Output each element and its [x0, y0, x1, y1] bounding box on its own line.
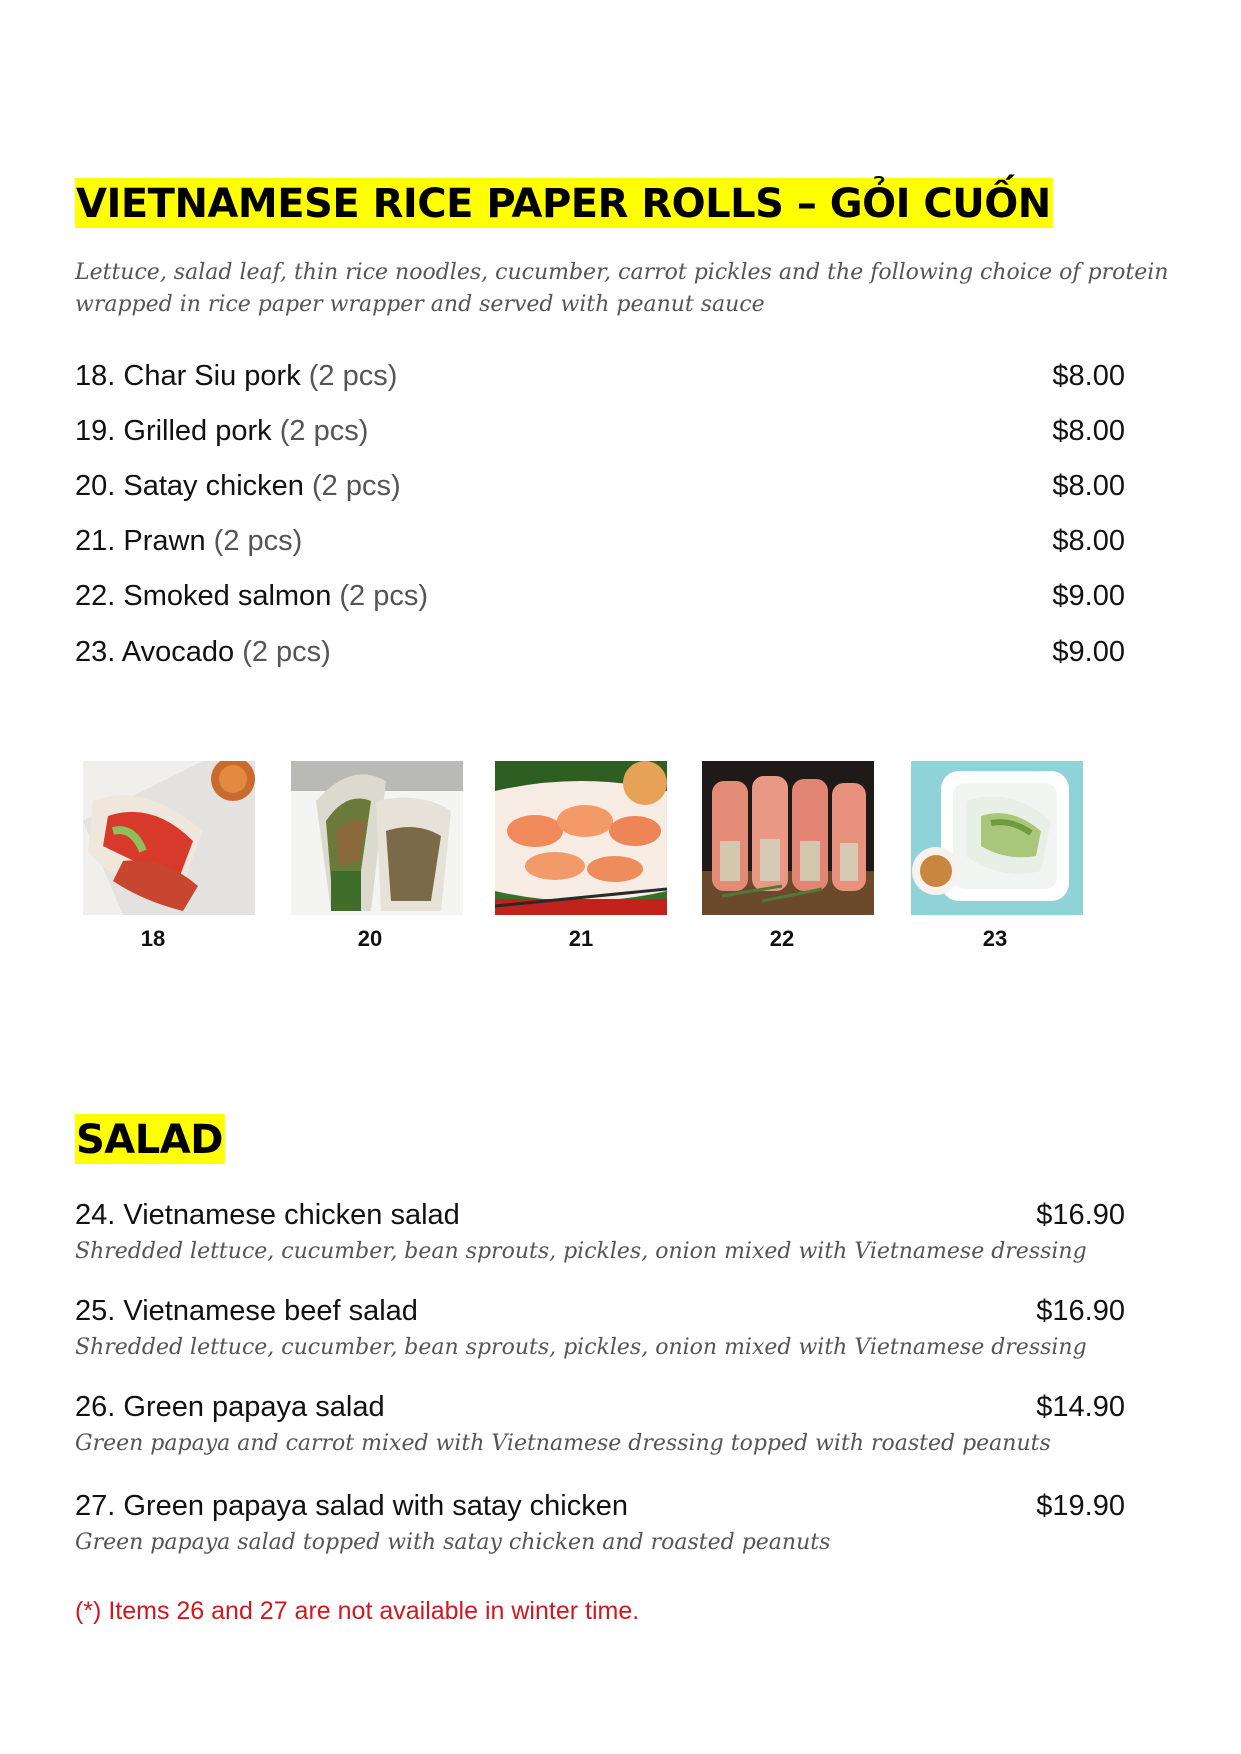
item-name: Vietnamese chicken salad	[123, 1199, 460, 1231]
item-quantity: (2 pcs)	[308, 360, 398, 392]
item-name: Char Siu pork	[123, 360, 301, 392]
menu-item-20	[75, 466, 1125, 506]
item-name: Prawn	[123, 525, 206, 557]
item-quantity: (2 pcs)	[312, 470, 401, 502]
item-number: 22.	[75, 580, 116, 612]
item-number: 24.	[75, 1199, 116, 1231]
item-name: Grilled pork	[123, 415, 272, 447]
item-number: 26.	[75, 1391, 116, 1423]
item-description: Green papaya and carrot mixed with Vietnamese dressing topped with roasted peanuts	[75, 1431, 1051, 1456]
item-quantity: (2 pcs)	[339, 580, 429, 612]
item-number: 19.	[75, 415, 116, 447]
item-number: 20.	[75, 470, 116, 502]
item-price: $9.00	[1052, 580, 1125, 612]
item-name: Green papaya salad	[123, 1391, 385, 1423]
item-price: $8.00	[1052, 360, 1125, 392]
item-number: 25.	[75, 1295, 116, 1327]
item-description: Green papaya salad topped with satay chicken and roasted peanuts	[75, 1530, 831, 1555]
menu-item-23	[75, 632, 1125, 672]
item-name: Avocado	[121, 636, 235, 668]
item-number: 18.	[75, 360, 116, 392]
menu-item-18	[75, 356, 1125, 396]
photo-smoked-salmon-rolls	[702, 761, 874, 915]
menu-item-24	[75, 1195, 1125, 1267]
menu-item-19	[75, 411, 1125, 451]
photo-label: 18	[140, 926, 166, 951]
item-name: Smoked salmon	[123, 580, 332, 612]
photo-label: 20	[357, 926, 383, 951]
item-price: $16.90	[1036, 1295, 1125, 1327]
item-price: $16.90	[1036, 1199, 1125, 1231]
item-name: Satay chicken	[123, 470, 304, 502]
item-price: $14.90	[1036, 1391, 1125, 1423]
photo-prawn-rolls	[495, 761, 667, 915]
item-number: 27.	[75, 1490, 116, 1522]
item-number: 23.	[75, 636, 116, 668]
item-description: Shredded lettuce, cucumber, bean sprouts, pickles, onion mixed with Vietnamese dressing	[75, 1239, 1087, 1264]
menu-item-27	[75, 1486, 1125, 1558]
menu-item-21	[75, 521, 1125, 561]
photo-label: 23	[982, 926, 1008, 951]
menu-item-25	[75, 1291, 1125, 1363]
item-price: $8.00	[1052, 470, 1125, 502]
item-name: Vietnamese beef salad	[123, 1295, 418, 1327]
menu-item-22	[75, 576, 1125, 616]
section-title-rice-paper-rolls: VIETNAMESE RICE PAPER ROLLS – GỎI CUỐN	[75, 178, 1053, 228]
photo-avocado-rolls	[911, 761, 1083, 915]
item-price: $8.00	[1052, 525, 1125, 557]
item-name: Green papaya salad with satay chicken	[123, 1490, 628, 1522]
item-price: $19.90	[1036, 1490, 1125, 1522]
availability-note: (*) Items 26 and 27 are not available in winter time.	[75, 1597, 640, 1625]
menu-item-26	[75, 1387, 1125, 1459]
item-price: $8.00	[1052, 415, 1125, 447]
item-quantity: (2 pcs)	[213, 525, 303, 557]
photo-satay-chicken-rolls	[291, 761, 463, 915]
rolls-description: Lettuce, salad leaf, thin rice noodles, cucumber, carrot pickles and the following choice of protein wrapped in rice paper wrapper and served with peanut sauce	[75, 260, 1169, 317]
item-quantity: (2 pcs)	[242, 636, 331, 668]
photo-label: 22	[769, 926, 795, 951]
photo-label: 21	[568, 926, 594, 951]
photo-char-siu-pork-rolls	[83, 761, 255, 915]
item-number: 21.	[75, 525, 116, 557]
item-description: Shredded lettuce, cucumber, bean sprouts, pickles, onion mixed with Vietnamese dressing	[75, 1335, 1087, 1360]
item-quantity: (2 pcs)	[279, 415, 369, 447]
item-price: $9.00	[1052, 636, 1125, 668]
section-title-salad: SALAD	[75, 1114, 225, 1164]
